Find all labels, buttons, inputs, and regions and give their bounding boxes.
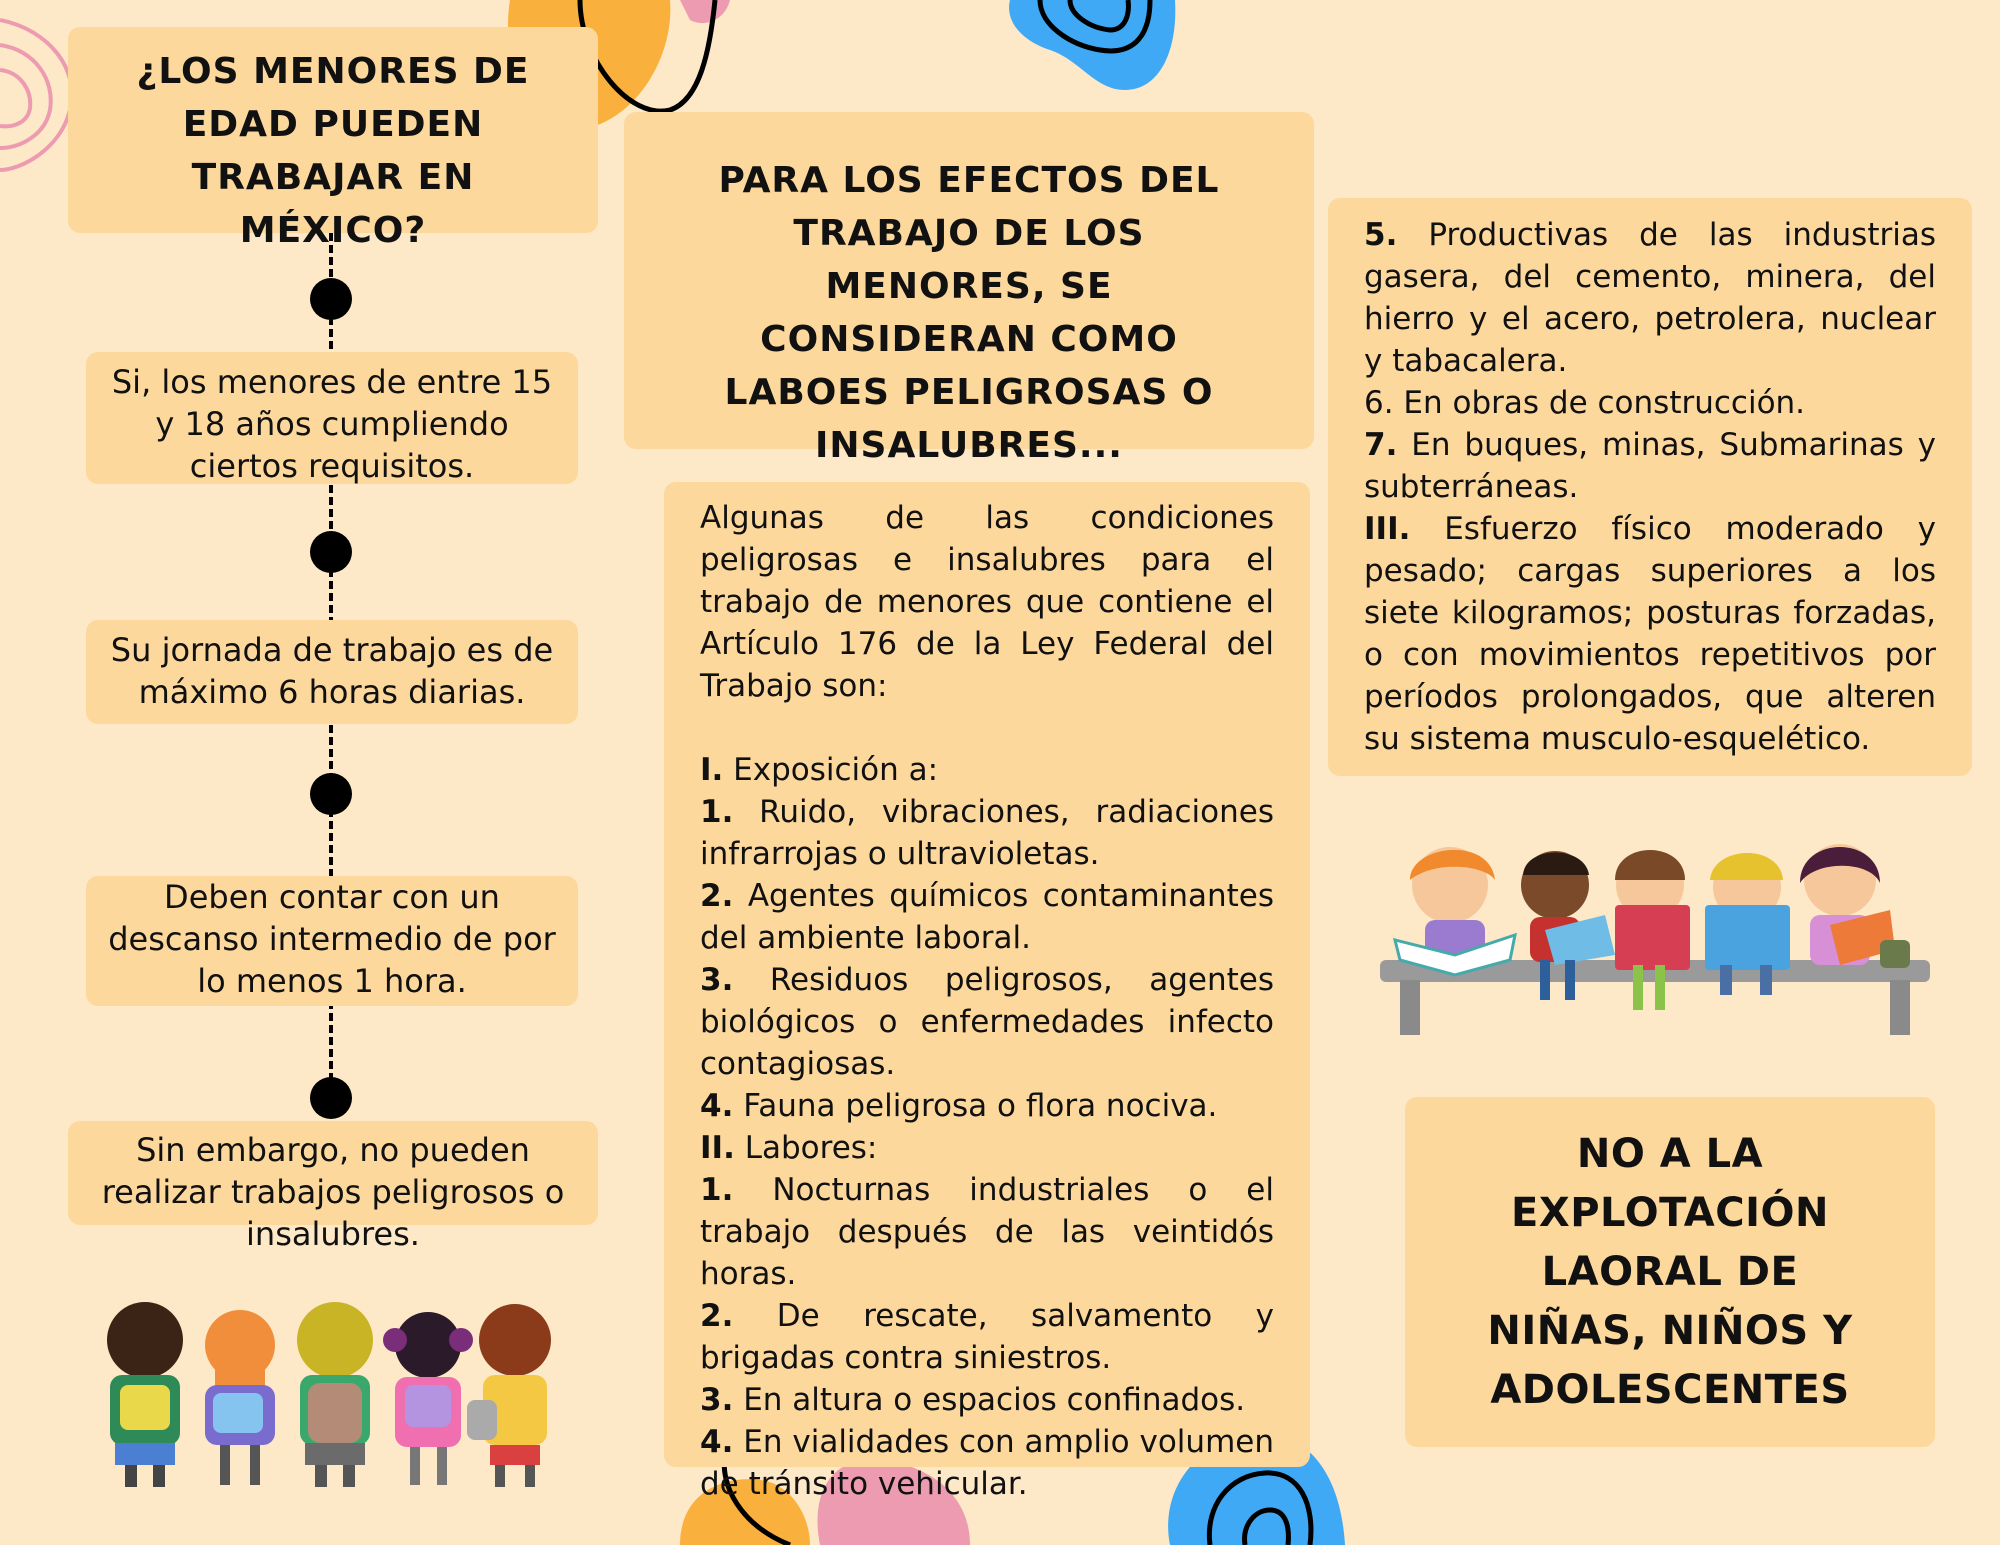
question-card xyxy=(68,27,598,251)
timeline-dot xyxy=(310,1077,352,1119)
condition-item xyxy=(700,875,1274,959)
condition-label: 1. xyxy=(700,1172,734,1208)
timeline-item-text: Sin embargo, no pueden realizar trabajos peligrosos o insalubres. xyxy=(101,1131,565,1253)
timeline-item-text: Si, los menores de entre 15 y 18 años cumpliendo ciertos requisitos. xyxy=(111,363,553,485)
condition-label: 2. xyxy=(700,878,734,914)
condition-item xyxy=(700,959,1274,1085)
timeline-item xyxy=(68,1121,598,1253)
condition-item xyxy=(1364,382,1936,424)
condition-text: De rescate, salvamento y brigadas contra siniestros. xyxy=(700,1298,1274,1376)
children-from-behind-illustration xyxy=(95,1295,565,1490)
timeline-item xyxy=(86,876,578,1006)
timeline-item xyxy=(86,352,578,484)
condition-label: 4. xyxy=(700,1424,734,1460)
timeline-item-text: Su jornada de trabajo es de máximo 6 horas diarias. xyxy=(110,631,554,711)
condition-text: En vialidades con amplio volumen de tránsito vehicular. xyxy=(700,1424,1274,1502)
condition-text: Exposición a: xyxy=(723,752,939,788)
condition-item xyxy=(1364,508,1936,760)
condition-item xyxy=(700,791,1274,875)
condition-text: Labores: xyxy=(734,1130,878,1166)
condition-label: 5. xyxy=(1364,217,1398,253)
condition-text: Nocturnas industriales o el trabajo después de las veintidós horas. xyxy=(700,1172,1274,1292)
timeline-dot xyxy=(310,773,352,815)
middle-heading: PARA LOS EFECTOS DEL TRABAJO DE LOS MENORES, SE CONSIDERAN COMO LABOES PELIGROSAS O INSALUBRES... xyxy=(718,160,1220,466)
middle-heading-card xyxy=(624,112,1314,466)
timeline-item xyxy=(86,620,578,724)
condition-text: En altura o espacios confinados. xyxy=(733,1382,1246,1418)
timeline-item-text: Deben contar con un descanso intermedio de por lo menos 1 hora. xyxy=(108,878,556,1000)
condition-text: Agentes químicos contaminantes del ambiente laboral. xyxy=(700,878,1274,956)
condition-item xyxy=(700,749,1274,791)
slogan-text: NO A LA EXPLOTACIÓN LAORAL DE NIÑAS, NIÑOS Y ADOLESCENTES xyxy=(1487,1131,1853,1413)
condition-item xyxy=(1364,424,1936,508)
condition-item xyxy=(700,1421,1274,1505)
conditions-intro: Algunas de las condiciones peligrosas e insalubres para el trabajo de menores que contiene el Artículo 176 de la Ley Federal del Trabajo son: xyxy=(700,500,1274,704)
condition-label: 3. xyxy=(700,962,734,998)
decorative-blob-top-blue xyxy=(1000,0,1180,95)
conditions-continued-card xyxy=(1328,198,1972,776)
condition-text: Ruido, vibraciones, radiaciones infrarrojas o ultravioletas. xyxy=(700,794,1274,872)
condition-item xyxy=(1364,214,1936,382)
conditions-continued-list xyxy=(1364,214,1936,760)
condition-label: 3. xyxy=(700,1382,734,1418)
condition-label: 1. xyxy=(700,794,734,830)
children-reading-on-bench-illustration xyxy=(1375,835,1935,1040)
condition-text: Productivas de las industrias gasera, del cemento, minera, del hierro y el acero, petrolera, nuclear y tabacalera. xyxy=(1364,217,1936,379)
condition-label: 2. xyxy=(700,1298,734,1334)
condition-text: En buques, minas, Submarinas y subterráneas. xyxy=(1364,427,1936,505)
condition-label: 4. xyxy=(700,1088,734,1124)
condition-text: Residuos peligrosos, agentes biológicos o enfermedades infecto contagiosas. xyxy=(700,962,1274,1082)
slogan-card xyxy=(1405,1097,1935,1447)
condition-label: I. xyxy=(700,752,724,788)
condition-item xyxy=(700,1295,1274,1379)
timeline-dot xyxy=(310,278,352,320)
condition-item xyxy=(700,1169,1274,1295)
condition-label: 7. xyxy=(1364,427,1398,463)
question-heading: ¿LOS MENORES DE EDAD PUEDEN TRABAJAR EN MÉXICO? xyxy=(136,51,530,251)
condition-text: Esfuerzo físico moderado y pesado; cargas superiores a los siete kilogramos; posturas forzadas, o con movimientos repetitivos por períodos prolongados, que alteren su sistema musculo-esquelético. xyxy=(1364,511,1936,757)
condition-item xyxy=(700,1127,1274,1169)
condition-item xyxy=(700,1379,1274,1421)
condition-text: 6. En obras de construcción. xyxy=(1364,385,1806,421)
conditions-list xyxy=(700,749,1274,1505)
condition-text: Fauna peligrosa o flora nociva. xyxy=(733,1088,1218,1124)
timeline-dot xyxy=(310,531,352,573)
condition-label: III. xyxy=(1364,511,1411,547)
condition-item xyxy=(700,1085,1274,1127)
condition-label: II. xyxy=(700,1130,735,1166)
conditions-card xyxy=(664,482,1310,1502)
